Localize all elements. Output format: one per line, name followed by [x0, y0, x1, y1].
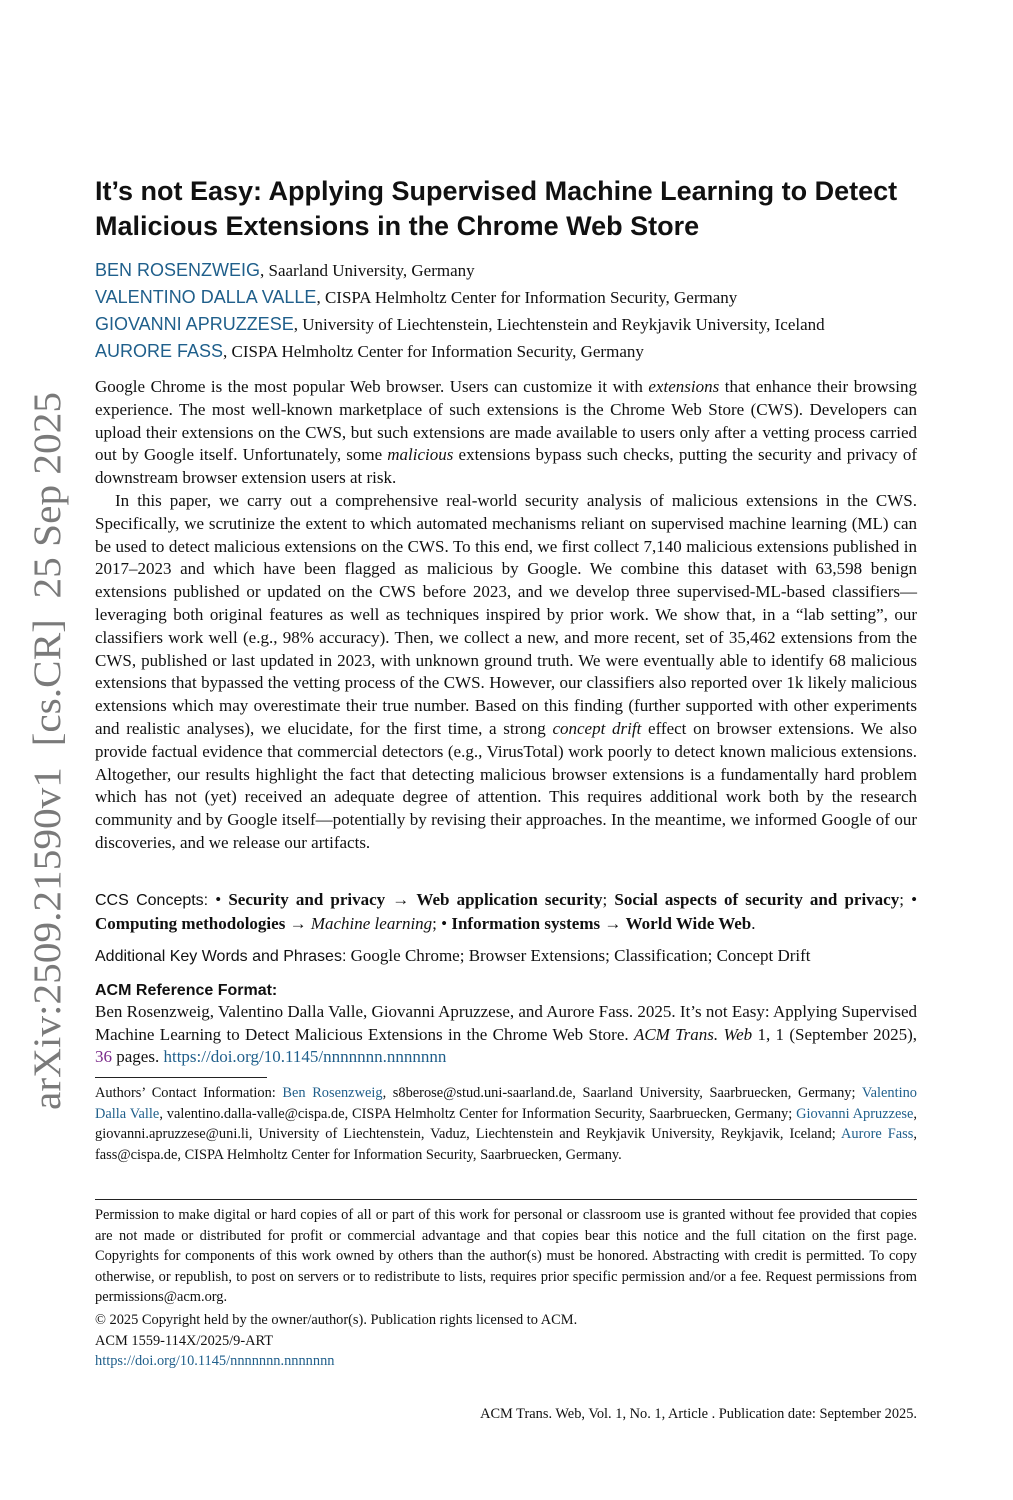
abstract-paragraph-2: In this paper, we carry out a comprehensive real-world security analysis of malicious extensions in the CWS. Specifically, we scrutinize the extent to which automated mechanisms reliant on supervised machine learning (ML) can be used to detect malicious extensions on the CWS. To this end, we first collect 7,140 malicious extensions published in 2017–2023 and which have been flagged as malicious by Google. We combine this dataset with 63,598 benign extensions published or updated on the CWS before 2023, and we develop three supervised-ML-based classifiers—leveraging both original features as well as techniques inspired by prior work. We show that, in a “lab setting”, our classifiers work well (e.g., 98% accuracy). Then, we collect a new, and more recent, set of 35,462 extensions from the CWS, published or last updated in 2023, with unknown ground truth. We were eventually able to identify 68 malicious extensions that bypassed the vetting process of the CWS. However, our classifiers also reported over 1k likely malicious extensions which may overestimate their true number. Based on this finding (further supported with other experiments and realistic analyses), we elucidate, for the first time, a strong concept drift effect on browser extensions. We also provide factual evidence that commercial detectors (e.g., VirusTotal) work poorly to detect known malicious extensions. Altogether, our results highlight the fact that detecting malicious browser extensions is a fundamentally hard problem which has not (yet) received an adequate degree of attention. This requires additional work both by the research community and by Google itself—potentially by revising their approaches. In the meantime, we informed Google of our discoveries, and we release our artifacts. — [95, 490, 917, 852]
footnote-divider — [95, 1077, 267, 1078]
author-affiliation: , Saarland University, Germany — [260, 261, 475, 280]
author-list — [95, 257, 917, 365]
arxiv-id-text: arXiv:2509.21590v1 [cs.CR] 25 Sep 2025 — [26, 431, 69, 1111]
author-affiliation: , CISPA Helmholtz Center for Information Security, Germany — [316, 288, 738, 307]
permission-divider — [95, 1199, 917, 1200]
keywords-label: Additional Key Words and Phrases: — [95, 948, 347, 965]
issn-line: ACM 1559-114X/2025/9-ART — [95, 1332, 274, 1349]
paper-title: It’s not Easy: Applying Supervised Machine Learning to Detect Malicious Extensions in the Chrome Web Store — [95, 176, 898, 241]
author-affiliation: , CISPA Helmholtz Center for Information Security, Germany — [223, 342, 644, 361]
page-footer: ACM Trans. Web, Vol. 1, No. 1, Article . Publication date: September 2025. — [480, 1406, 917, 1422]
author-name[interactable]: BEN ROSENZWEIG — [95, 260, 261, 280]
authors-contact-info: Authors’ Contact Information: Ben Rosenzweig, s8berose@stud.uni-saarland.de, Saarland University, Saarbruecken, Germany; Valentino Dalla Valle, valentino.dalla-valle@cispa.de, CISPA Helmholtz Center for Information Security, Saarbruecken, Germany; Giovanni Apruzzese, giovanni.apruzzese@uni.li, University of Liechtenstein, Vaduz, Liechtenstein and Reykjavik University, Reykjavik, Iceland; Aurore Fass, fass@cispa.de, CISPA Helmholtz Center for Information Security, Saarbruecken, Germany. — [95, 1085, 917, 1163]
abstract-paragraph-1: Google Chrome is the most popular Web browser. Users can customize it with extensions that enhance their browsing experience. The most well-known marketplace of such extensions is the Chrome Web Store (CWS). Developers can upload their extensions on the CWS, but such extensions are made available to users only after a vetting process carried out by Google itself. Unfortunately, some malicious extensions bypass such checks, putting the security and privacy of downstream browser extension users at risk. — [95, 377, 917, 488]
keywords-text: Google Chrome; Browser Extensions; Classification; Concept Drift — [350, 946, 811, 965]
author-name[interactable]: VALENTINO DALLA VALLE — [95, 287, 317, 307]
keywords — [95, 944, 917, 968]
author-entry — [95, 284, 917, 311]
copyright-line: © 2025 Copyright held by the owner/author(s). Publication rights licensed to ACM. — [95, 1312, 578, 1328]
contact-author-link[interactable]: Valentino Dalla Valle — [95, 1085, 917, 1122]
arxiv-identifier-stamp — [12, 389, 77, 1113]
author-name[interactable]: GIOVANNI APRUZZESE — [95, 314, 294, 334]
reference-citation: Ben Rosenzweig, Valentino Dalla Valle, Giovanni Apruzzese, and Aurore Fass. 2025. It’s not Easy: Applying Supervised Machine Learning to Detect Malicious Extensions in the Chrome Web Store. ACM Trans. Web 1, 1 (September 2025), 36 pages. https://doi.org/10.1145/nnnnnnn.nnnnnnn — [95, 1002, 917, 1066]
contact-author-link[interactable]: Ben Rosenzweig — [282, 1085, 383, 1101]
contact-author-link[interactable]: Aurore Fass — [841, 1126, 914, 1143]
copyright-block — [95, 1310, 917, 1372]
reference-doi-link[interactable]: https://doi.org/10.1145/nnnnnnn.nnnnnnn — [163, 1047, 447, 1066]
copyright-doi-link[interactable]: https://doi.org/10.1145/nnnnnnn.nnnnnnn — [95, 1353, 335, 1370]
author-entry — [95, 338, 917, 365]
author-entry — [95, 311, 917, 338]
reference-heading: ACM Reference Format: — [95, 982, 278, 999]
author-name[interactable]: AURORE FASS — [95, 341, 224, 361]
ccs-label: CCS Concepts: — [95, 892, 209, 909]
abstract — [95, 376, 917, 855]
contact-author-link[interactable]: Giovanni Apruzzese — [796, 1105, 914, 1122]
permission-notice: Permission to make digital or hard copies of all or part of this work for personal or classroom use is granted without fee provided that copies are not made or distributed for profit or commercial advantage and that copies bear this notice and the full citation on the first page. Copyrights for components of this work owned by others than the author(s) must be honored. Abstracting with credit is permitted. To copy otherwise, or republish, to post on servers or to redistribute to lists, requires prior specific permission and/or a fee. Request permissions from permissions@acm.org. — [95, 1207, 917, 1306]
ccs-concepts: CCS Concepts: • Security and privacy → Web application security; Social aspects of security and privacy; • Computing methodologies → Machine learning; • Information systems → World Wide Web. — [95, 890, 918, 933]
author-entry — [95, 257, 917, 284]
author-affiliation: , University of Liechtenstein, Liechtenstein and Reykjavik University, Iceland — [293, 315, 825, 334]
page-count-link[interactable]: 36 — [95, 1047, 112, 1066]
